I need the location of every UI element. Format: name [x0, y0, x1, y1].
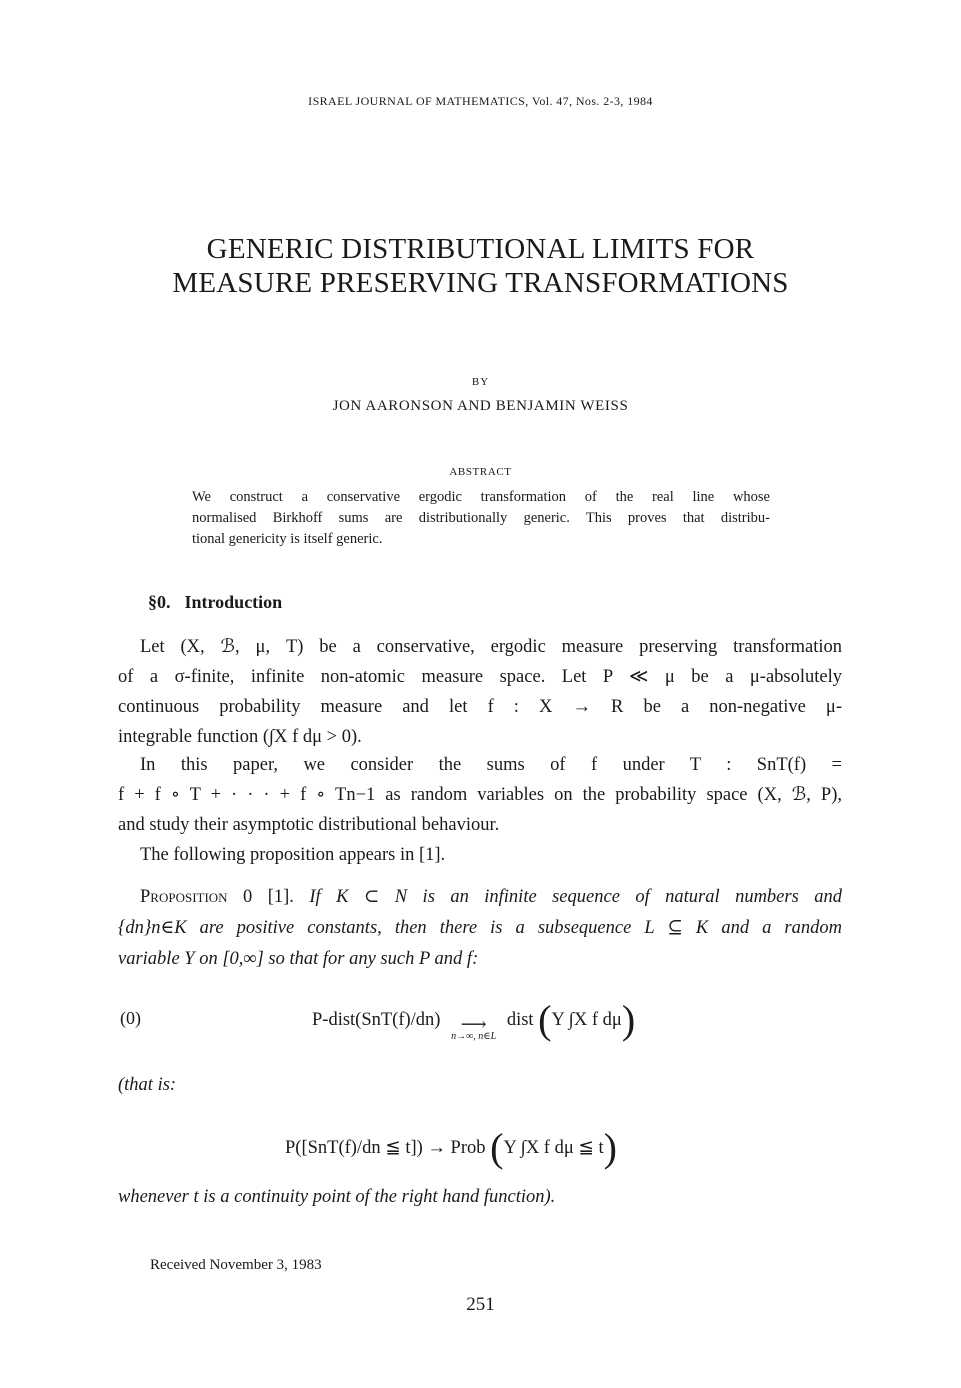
received-date: Received November 3, 1983 [150, 1257, 322, 1273]
proposition-text: If K ⊂ N is an infinite sequence of natural numbers and [309, 887, 842, 907]
equation-0-inner: Y ∫X f dμ [551, 1010, 622, 1030]
that-is-text: (that is: [118, 1075, 177, 1095]
proposition-line: {dn}n∈K are positive constants, then there is a subsequence L ⊆ K and a random [118, 918, 842, 938]
equation-0-right: dist [506, 1010, 534, 1030]
byline-label: BY [471, 376, 490, 388]
intro-paragraph-2 [118, 750, 842, 840]
equation-0 [312, 996, 635, 1043]
proposition [118, 882, 842, 975]
authors: JON AARONSON AND BENJAMIN WEISS [332, 398, 629, 414]
abstract-line: tional genericity is itself generic. [192, 531, 383, 547]
text-line: of a σ-finite, infinite non-atomic measure space. Let P ≪ μ be a μ-absolutely [118, 667, 842, 687]
text-line: f + f ∘ T + · · · + f ∘ Tn−1 as random variables on the probability space (X, ℬ, P), [118, 785, 842, 805]
paper-title [60, 232, 901, 300]
section-heading [148, 592, 282, 613]
left-paren-icon: ( [490, 1125, 504, 1170]
left-paren-icon: ( [538, 997, 552, 1042]
right-paren-icon: ) [603, 1125, 617, 1170]
abstract-line: We construct a conservative ergodic transformation of the real line whose [192, 489, 770, 505]
equation-1 [285, 1124, 617, 1171]
text-line: Let (X, ℬ, μ, T) be a conservative, ergodic measure preserving transformation [140, 637, 842, 657]
text-line: and study their asymptotic distributional behaviour. [118, 815, 500, 835]
text-line: integrable function (∫X f dμ > 0). [118, 727, 362, 747]
right-paren-icon: ) [621, 997, 636, 1042]
journal-header: ISRAEL JOURNAL OF MATHEMATICS, Vol. 47, Nos. 2-3, 1984 [308, 94, 653, 108]
title-line-1: GENERIC DISTRIBUTIONAL LIMITS FOR [206, 233, 755, 265]
page-number: 251 [466, 1294, 495, 1315]
equation-number: (0) [120, 1008, 141, 1028]
limit-arrow [451, 1014, 497, 1043]
abstract-heading: ABSTRACT [449, 466, 512, 478]
arrow-label: n→∞, n∈L [451, 1031, 497, 1042]
equation-0-left: P-dist(SnT(f)/dn) [312, 1010, 441, 1030]
section-title: Introduction [184, 592, 283, 612]
section-number: §0. [148, 592, 171, 612]
intro-paragraph-1 [118, 632, 842, 752]
text-line: continuous probability measure and let f : X → R be a non-negative μ- [118, 697, 842, 717]
abstract-text [192, 487, 770, 550]
intro-paragraph-3 [118, 840, 842, 870]
abstract-line: normalised Birkhoff sums are distributionally generic. This proves that distribu- [192, 510, 770, 526]
proposition-label: Proposition 0 [1]. [140, 887, 294, 907]
equation-1-inner: Y ∫X f dμ ≦ t [503, 1138, 604, 1158]
equation-1-right: Prob [450, 1138, 486, 1158]
whenever-text: whenever t is a continuity point of the right hand function). [118, 1187, 556, 1207]
title-line-2: MEASURE PRESERVING TRANSFORMATIONS [172, 267, 789, 299]
text-line: In this paper, we consider the sums of f under T : SnT(f) = [140, 755, 842, 775]
proposition-line: variable Y on [0,∞] so that for any such P and f: [118, 949, 479, 969]
text-line: The following proposition appears in [1]. [140, 845, 446, 865]
proposition-line-1 [118, 882, 842, 913]
arrow-icon: ⟶ [460, 1014, 487, 1034]
equation-1-left: P([SnT(f)/dn ≦ t]) → [285, 1138, 446, 1158]
